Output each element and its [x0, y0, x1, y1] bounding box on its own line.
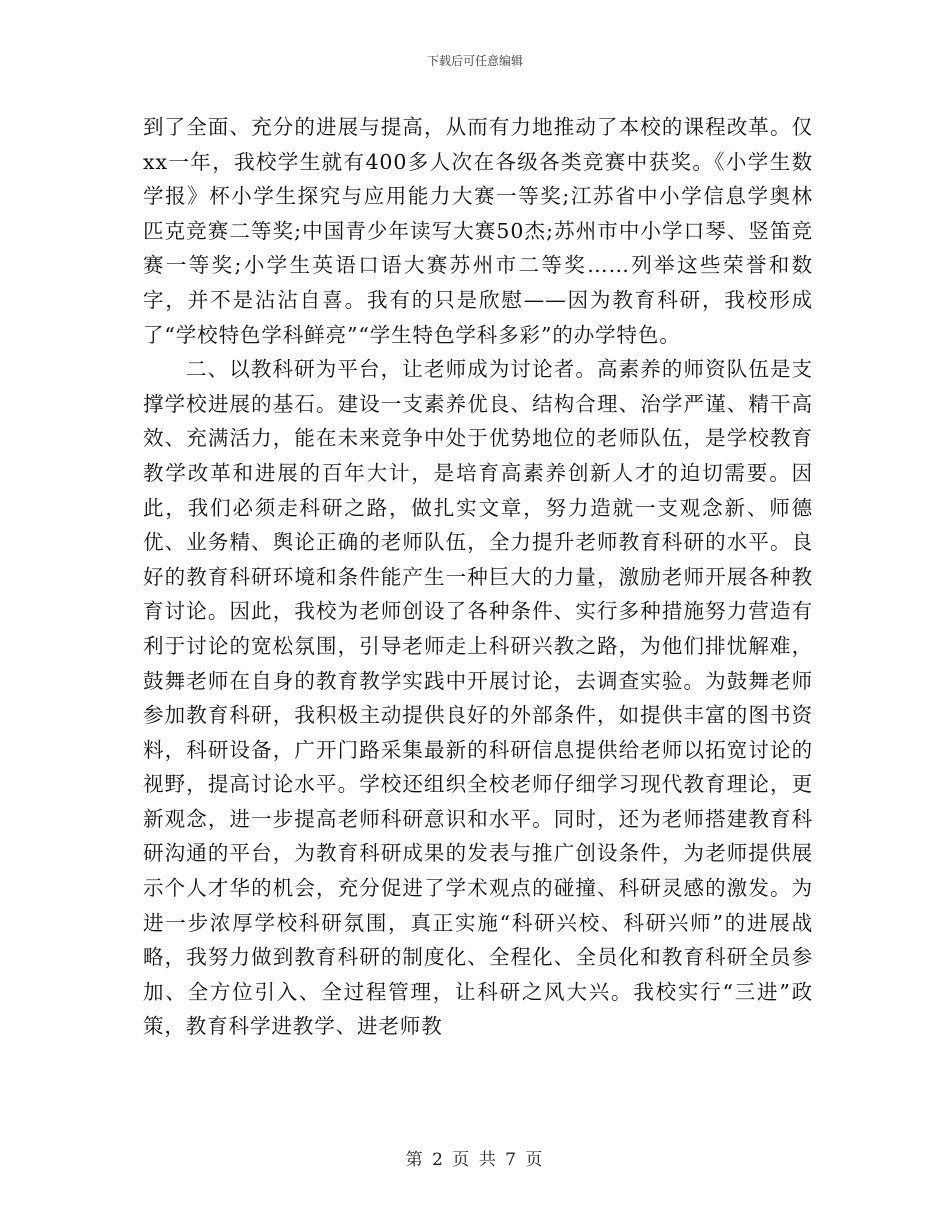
- paragraph-continued: 到了全面、充分的进展与提高，从而有力地推动了本校的课程改革。仅xx一年，我校学生就有400多人次在各级各类竞赛中获奖。《小学生数学报》杯小学生探究与应用能力大赛一等奖;江苏省中小学信息学奥林匹克竞赛二等奖;中国青少年读写大赛50杰;苏州市中小学口琴、竖笛竞赛一等奖;小学生英语口语大赛苏州市二等奖……列举这些荣誉和数字，并不是沾沾自喜。我有的只是欣慰——因为教育科研，我校形成了“学校特色学科鲜亮”“学生特色学科多彩”的办学特色。: [143, 115, 813, 347]
- page-number-footer: 第 2 页 共 7 页: [405, 1150, 545, 1170]
- document-body: [143, 110, 813, 1044]
- page-header: 下载后可任意编辑: [426, 54, 523, 68]
- paragraph-section-two: 二、以教科研为平台，让老师成为讨论者。高素养的师资队伍是支撑学校进展的基石。建设一支素养优良、结构合理、治学严谨、精干高效、充满活力，能在未来竞争中处于优势地位的老师队伍，是学校教育教学改革和进展的百年大计，是培育高素养创新人才的迫切需要。因此，我们必须走科研之路，做扎实文章，努力造就一支观念新、师德优、业务精、舆论正确的老师队伍，全力提升老师教育科研的水平。良好的教育科研环境和条件能产生一种巨大的力量，激励老师开展各种教育讨论。因此，我校为老师创设了各种条件、实行多种措施努力营造有利于讨论的宽松氛围，引导老师走上科研兴教之路，为他们排忧解难，鼓舞老师在自身的教育教学实践中开展讨论，去调查实验。为鼓舞老师参加教育科研，我积极主动提供良好的外部条件，如提供丰富的图书资料，科研设备，广开门路采集最新的科研信息提供给老师以拓宽讨论的视野，提高讨论水平。学校还组织全校老师仔细学习现代教育理论，更新观念，进一步提高老师科研意识和水平。同时，还为老师搭建教育科研沟通的平台，为教育科研成果的发表与推广创设条件，为老师提供展示个人才华的机会，充分促进了学术观点的碰撞、科研灵感的激发。为进一步浓厚学校科研氛围，真正实施“科研兴校、科研兴师”的进展战略，我努力做到教育科研的制度化、全程化、全员化和教育科研全员参加、全方位引入、全过程管理，让科研之风大兴。我校实行“三进”政策，教育科学进教学、进老师教: [143, 357, 813, 1039]
